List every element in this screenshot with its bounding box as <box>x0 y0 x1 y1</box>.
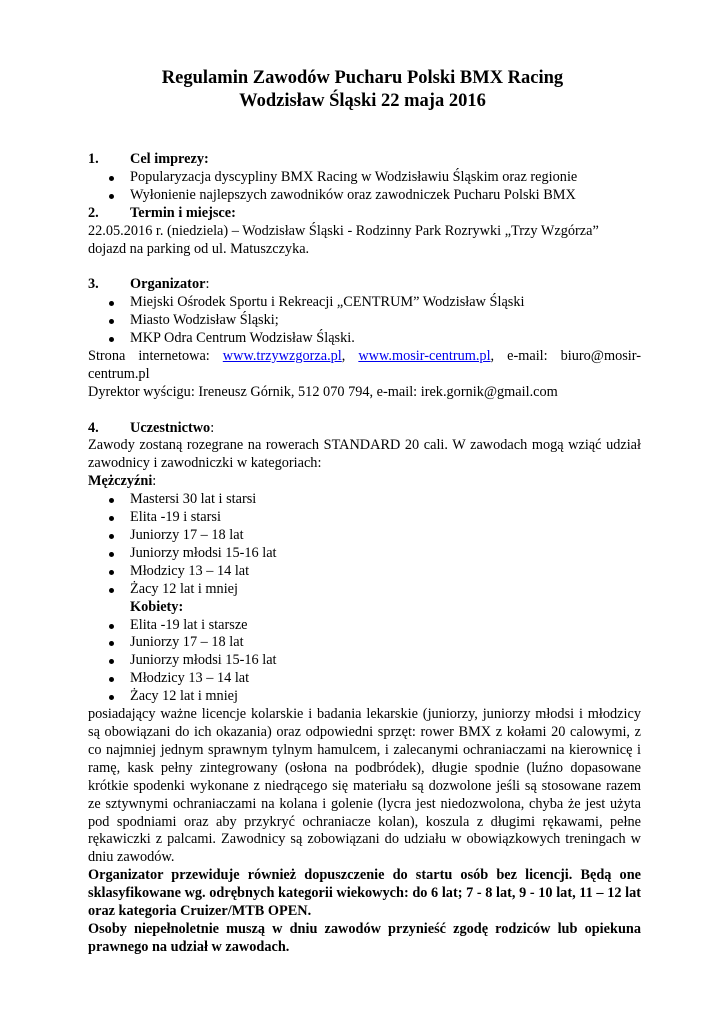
section-2-heading <box>88 205 641 223</box>
email-text: , e-mail: biuro@mosir-centrum.pl <box>88 347 641 382</box>
document-title <box>0 67 725 113</box>
list-item: Elita -19 i starsi <box>88 509 641 527</box>
section-number: 2. <box>88 204 99 221</box>
women-categories-list <box>88 617 641 707</box>
list-item: Juniorzy 17 – 18 lat <box>88 527 641 545</box>
list-item: Młodzicy 13 – 14 lat <box>88 563 641 581</box>
section-colon: : <box>205 276 210 293</box>
website-prefix: Strona internetowa: <box>88 347 223 364</box>
title-line-2: Wodzisław Śląski 22 maja 2016 <box>239 91 486 111</box>
organizers-list <box>88 294 641 348</box>
list-item: Juniorzy młodsi 15-16 lat <box>88 545 641 563</box>
link-trzywzgorza[interactable]: www.trzywzgorza.pl <box>222 347 342 364</box>
list-item: Elita -19 lat i starsze <box>88 617 641 635</box>
list-item: Żacy 12 lat i mniej <box>88 688 641 706</box>
unlicensed-paragraph: Organizator przewiduje również dopuszczenie do startu osób bez licencji. Będą one sklasyfikowane wg. odrębnych kategorii wiekowych: do 6 lat; 7 - 8 lat, 9 - 10 lat, 11 – 12 lat oraz kategoria Cruizer/MTB OPEN. <box>88 867 641 920</box>
section-3-heading <box>88 276 641 294</box>
document-body <box>88 151 641 957</box>
list-item: Mastersi 30 lat i starsi <box>88 491 641 509</box>
list-item: Juniorzy młodsi 15-16 lat <box>88 652 641 670</box>
list-item: Wyłonienie najlepszych zawodników oraz zawodniczek Pucharu Polski BMX <box>88 187 641 205</box>
men-label: Mężczyźni <box>88 473 153 490</box>
participation-intro: Zawody zostaną rozegrane na rowerach STANDARD 20 cali. W zawodach mogą wziąć udział zawodnicy i zawodniczki w kategoriach: <box>88 437 641 472</box>
section-label: Cel imprezy: <box>130 151 209 167</box>
race-director-line: Dyrektor wyścigu: Ireneusz Górnik, 512 070 794, e-mail: irek.gornik@gmail.com <box>88 383 558 400</box>
section-1-heading <box>88 151 641 169</box>
link-mosir-centrum[interactable]: www.mosir-centrum.pl <box>358 347 491 364</box>
section-number: 3. <box>88 276 99 293</box>
minors-paragraph: Osoby niepełnoletnie muszą w dniu zawodów przynieść zgodę rodziców lub opiekuna prawnego na udział w zawodach. <box>88 920 641 955</box>
section-4-heading <box>88 420 641 438</box>
men-categories-list <box>88 491 641 598</box>
section-number: 1. <box>88 151 99 167</box>
section-label: Uczestnictwo <box>130 419 211 436</box>
link-separator: , <box>341 347 359 364</box>
list-item: Juniorzy 17 – 18 lat <box>88 634 641 652</box>
section-number: 4. <box>88 419 99 436</box>
list-item: Miasto Wodzisław Śląski; <box>88 312 641 330</box>
list-item: Żacy 12 lat i mniej <box>88 581 641 599</box>
list-item: MKP Odra Centrum Wodzisław Śląski. <box>88 330 641 348</box>
list-item: Popularyzacja dyscypliny BMX Racing w Wodzisławiu Śląskim oraz regionie <box>88 169 641 187</box>
section-label: Organizator <box>130 276 206 293</box>
title-line-1: Regulamin Zawodów Pucharu Polski BMX Racing <box>161 68 564 88</box>
men-heading <box>88 473 641 491</box>
list-item: Młodzicy 13 – 14 lat <box>88 670 641 688</box>
goals-list <box>88 169 641 205</box>
women-heading: Kobiety: <box>130 598 184 615</box>
date-location-line: 22.05.2016 r. (niedziela) – Wodzisław Śląski - Rodzinny Park Rozrywki „Trzy Wzgórza” <box>88 222 599 239</box>
section-label: Termin i miejsce: <box>130 204 236 221</box>
equipment-paragraph: posiadający ważne licencje kolarskie i badania lekarskie (juniorzy, juniorzy młodsi i młodzicy są obowiązani do ich okazania) oraz odpowiedni sprzęt: rower BMX z kołami 20 calowymi, z co najmniej jednym sprawnym tylnym hamulcem, i zalecanymi ochraniaczami na kierownicę i ramę, kask pełny zintegrowany (osłona na podbródek), długie spodnie (luźno dopasowane krótkie spodenki wykonane z niedrącego się materiału są dozwolone jeśli są stosowane razem ze sztywnymi ochraniaczami na kolana i golenie (lycra jest niedozwolona, chyba że jest użyta pod spodniami oraz aby przykryć ochraniacze kolan), koszula z długimi rękawami, pełne rękawiczki z palcami. Zawodnicy są zobowiązani do udziału w obowiązkowych treningach w dniu zawodów. <box>88 706 641 866</box>
website-line <box>88 348 641 384</box>
men-colon: : <box>152 473 157 490</box>
parking-line: dojazd na parking od ul. Matuszczyka. <box>88 240 310 257</box>
list-item: Miejski Ośrodek Sportu i Rekreacji „CENTRUM” Wodzisław Śląski <box>88 294 641 312</box>
section-colon: : <box>210 419 215 436</box>
